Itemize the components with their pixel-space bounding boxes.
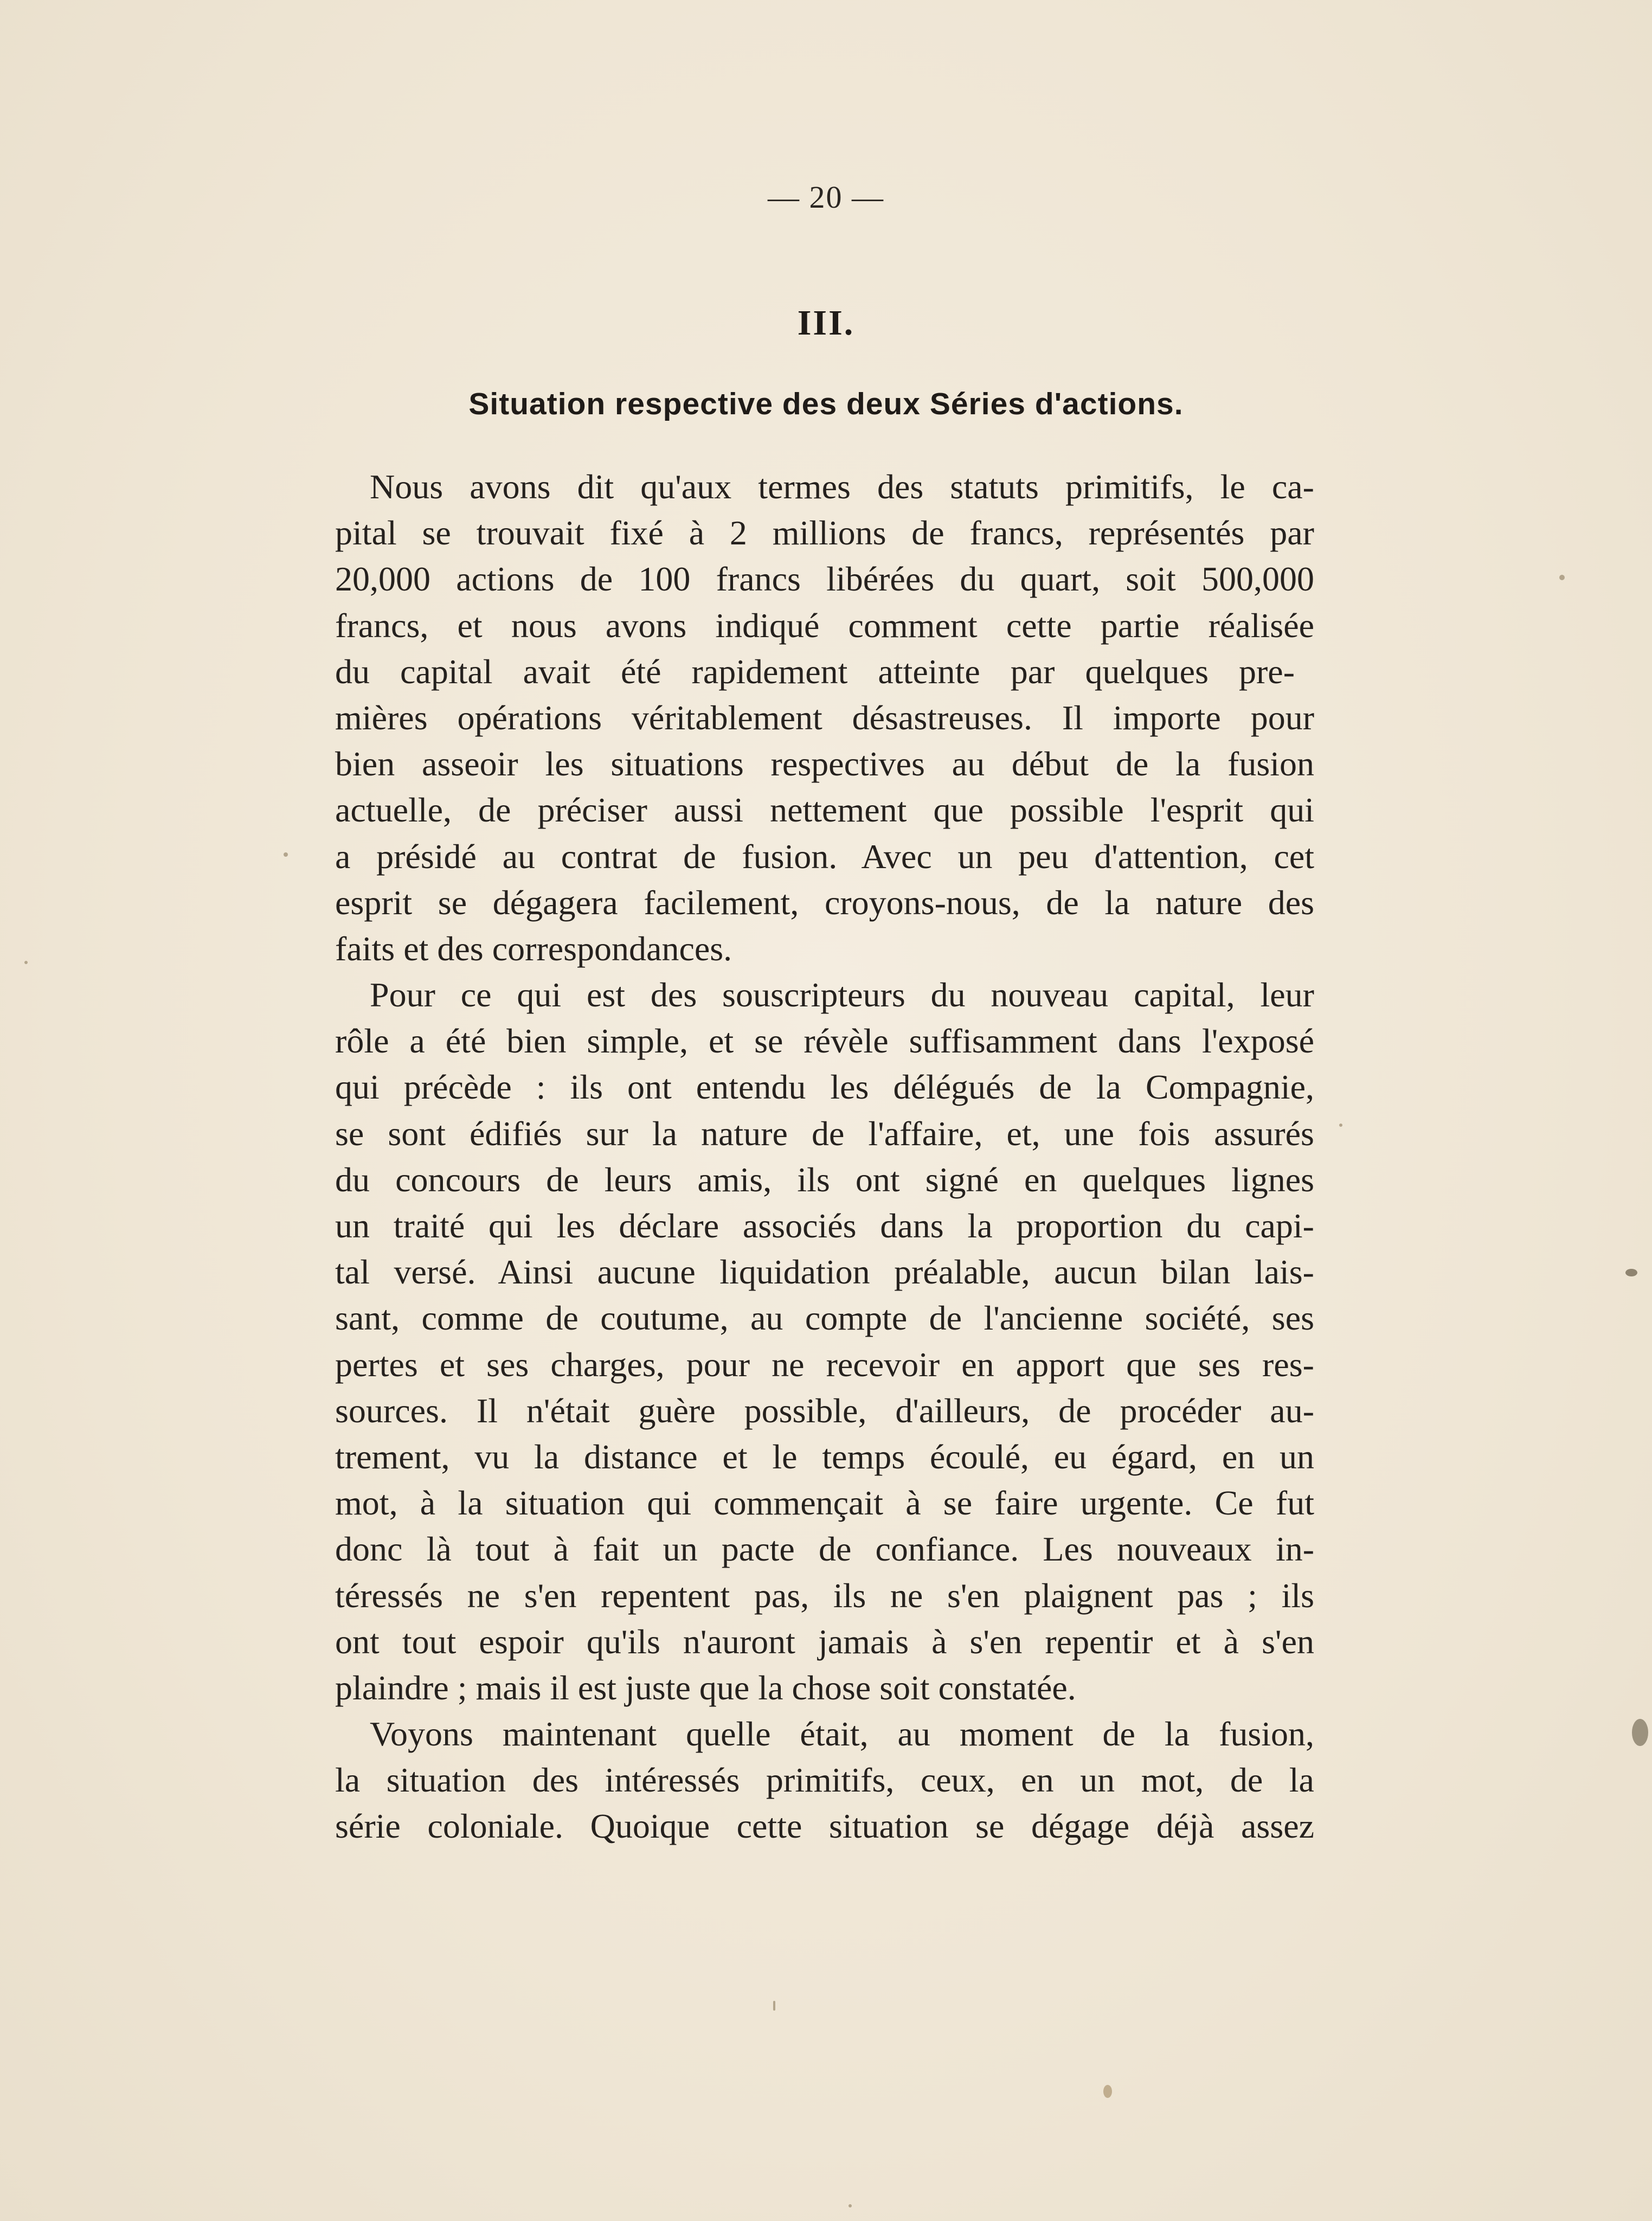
- text-line: pital se trouvait fixé à 2 millions de francs, représentés par: [335, 513, 1314, 553]
- text-line: Nous avons dit qu'aux termes des statuts primitifs, le ca-: [370, 467, 1314, 506]
- text-line: tal versé. Ainsi aucune liquidation préalable, aucun bilan lais-: [335, 1253, 1314, 1292]
- text-line: bien asseoir les situations respectives au début de la fusion: [335, 744, 1315, 784]
- paper-speck: [284, 852, 288, 857]
- paper-speck: [24, 961, 28, 964]
- text-line: actuelle, de préciser aussi nettement que possible l'esprit qui: [335, 791, 1315, 830]
- text-line: téressés ne s'en repentent pas, ils ne s'en plaignent pas ; ils: [335, 1576, 1315, 1615]
- text-line: faits et des correspondances.: [335, 929, 732, 968]
- text-line: se sont édifiés sur la nature de l'affaire, et, une fois assurés: [335, 1114, 1314, 1153]
- text-line: ont tout espoir qu'ils n'auront jamais à s'en repentir et à s'en: [335, 1622, 1314, 1661]
- text-line: a présidé au contrat de fusion. Avec un peu d'attention, cet: [335, 837, 1315, 876]
- text-line: série coloniale. Quoique cette situation se dégage déjà assez: [335, 1807, 1315, 1846]
- paper-speck: [1103, 2085, 1112, 2098]
- text-line: francs, et nous avons indiqué comment cette partie réalisée: [335, 606, 1315, 645]
- body-text: [335, 464, 1314, 1850]
- text-line: mot, à la situation qui commençait à se faire urgente. Ce fut: [335, 1484, 1314, 1523]
- paper-speck: [1632, 1719, 1648, 1746]
- text-line: esprit se dégagera facilement, croyons-nous, de la nature des: [335, 883, 1315, 922]
- text-line: Pour ce qui est des souscripteurs du nouveau capital, leur: [370, 975, 1314, 1015]
- text-line: un traité qui les déclare associés dans la proportion du capi-: [335, 1206, 1314, 1245]
- paper-speck: [773, 2001, 775, 2011]
- text-line: rôle a été bien simple, et se révèle suffisamment dans l'exposé: [335, 1022, 1315, 1061]
- section-number: III.: [797, 303, 855, 343]
- text-line: trement, vu la distance et le temps écoulé, eu égard, en un: [335, 1437, 1315, 1476]
- paper-speck: [1625, 1269, 1637, 1276]
- text-line: la situation des intéressés primitifs, ceux, en un mot, de la: [335, 1761, 1314, 1800]
- text-line: donc là tout à fait un pacte de confiance. Les nouveaux in-: [335, 1530, 1315, 1569]
- text-line: plaindre ; mais il est juste que la chose soit constatée.: [335, 1668, 1076, 1707]
- text-line: mières opérations véritablement désastreuses. Il importe pour: [335, 698, 1315, 737]
- text-line: 20,000 actions de 100 francs libérées du quart, soit 500,000: [335, 560, 1314, 599]
- text-line: qui précède : ils ont entendu les délégués de la Compagnie,: [335, 1068, 1314, 1107]
- paper-speck: [1559, 575, 1565, 580]
- text-line: sant, comme de coutume, au compte de l'ancienne société, ses: [335, 1299, 1315, 1338]
- text-line: du capital avait été rapidement atteinte par quelques pre-: [335, 652, 1295, 691]
- text-line: du concours de leurs amis, ils ont signé en quelques lignes: [335, 1160, 1315, 1199]
- page-number: — 20 —: [768, 179, 884, 215]
- paper-speck: [849, 2204, 852, 2207]
- text-line: sources. Il n'était guère possible, d'ailleurs, de procéder au-: [335, 1391, 1315, 1430]
- section-title: Situation respective des deux Séries d'actions.: [468, 387, 1184, 421]
- text-line: Voyons maintenant quelle était, au moment de la fusion,: [370, 1715, 1315, 1754]
- text-line: pertes et ses charges, pour ne recevoir en apport que ses res-: [335, 1345, 1314, 1384]
- paper-speck: [1339, 1124, 1342, 1127]
